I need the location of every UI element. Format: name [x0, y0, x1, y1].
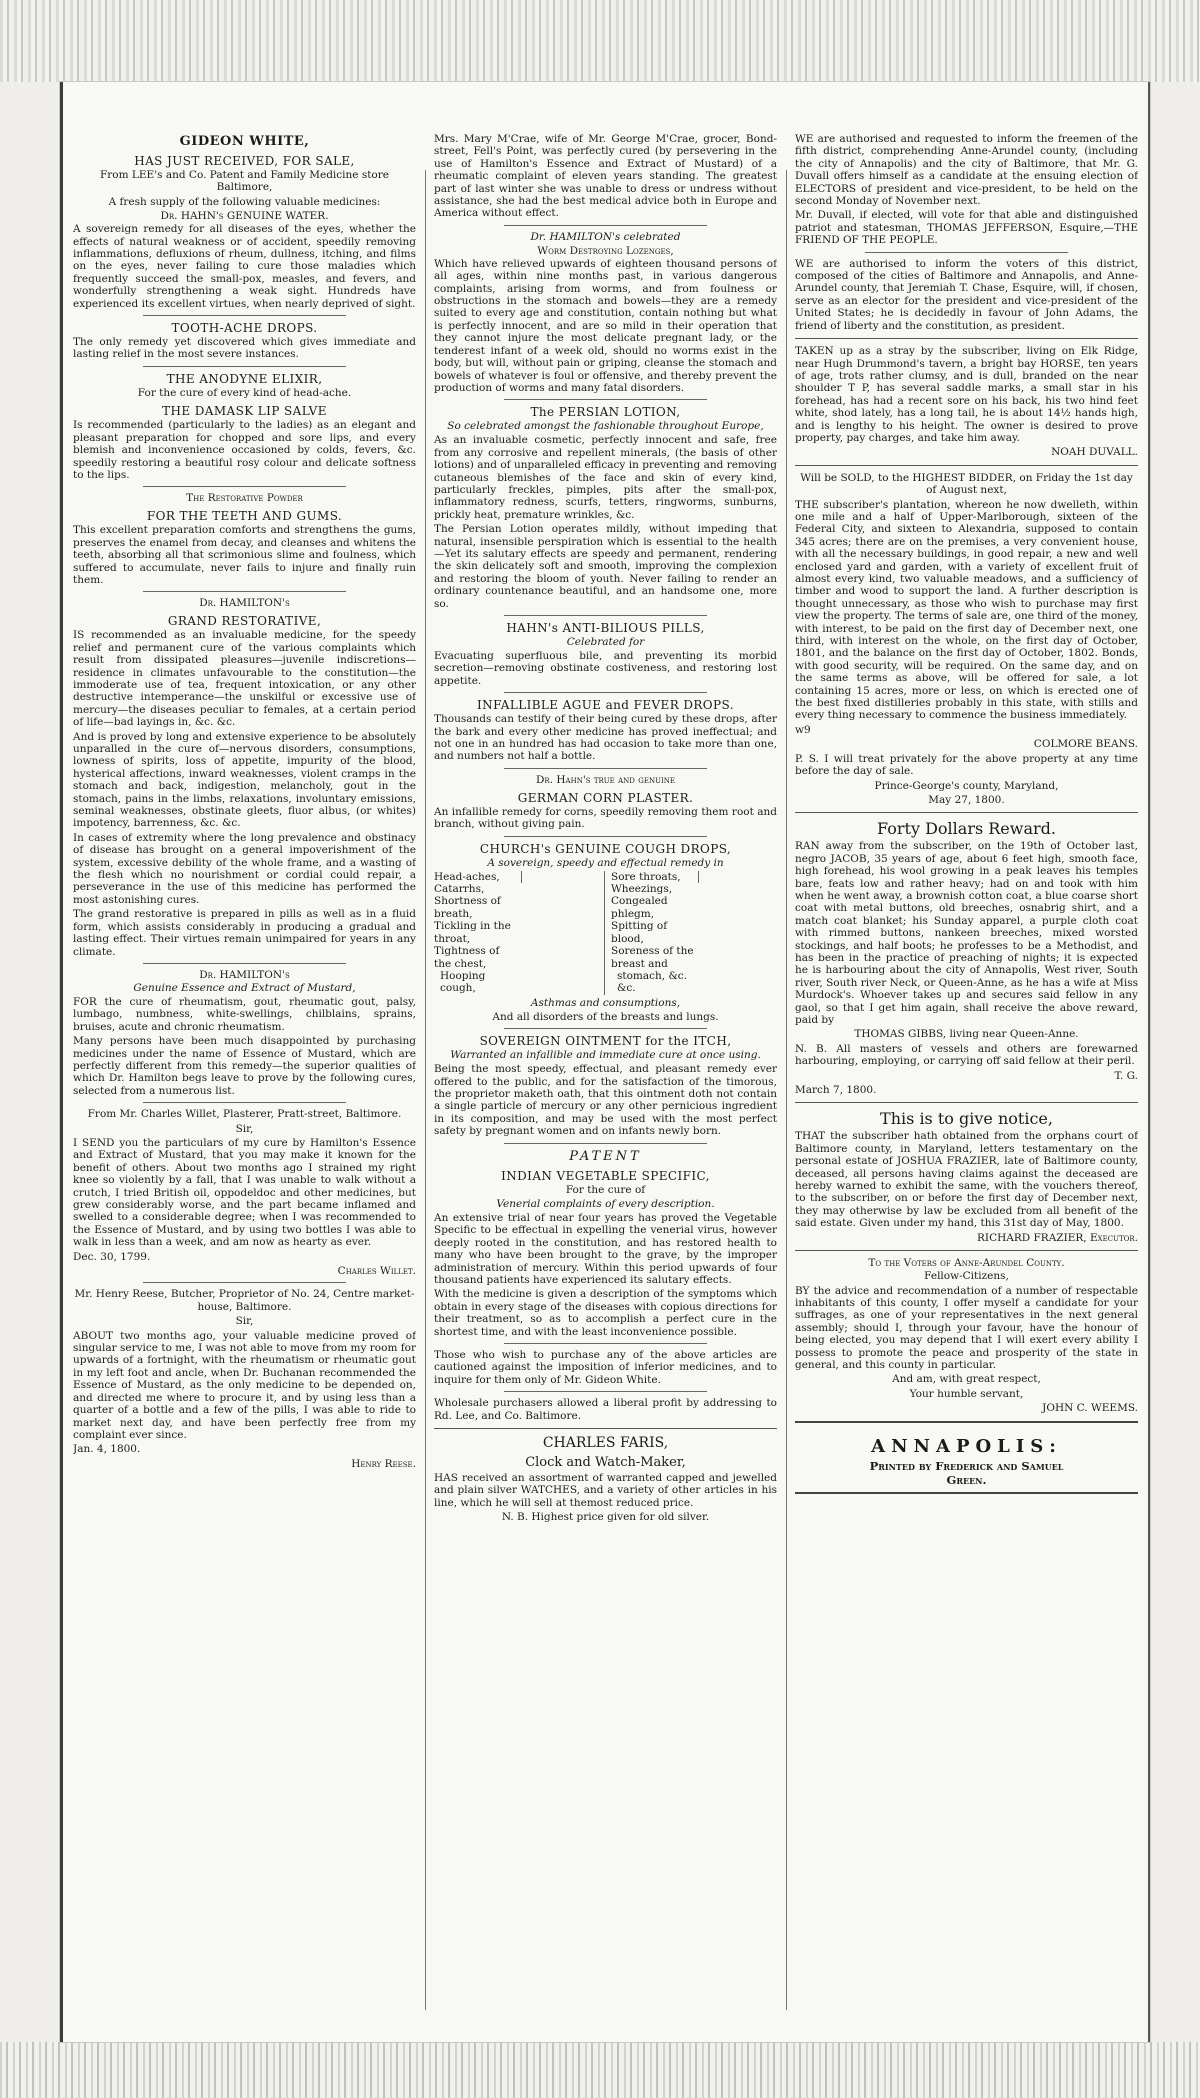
separator: [143, 486, 346, 487]
mustard-heading: Genuine Essence and Extract of Mustard,: [133, 981, 356, 994]
sale-w9: w9: [795, 723, 811, 736]
newspaper-sheet: [60, 82, 1150, 2042]
corn-heading: GERMAN CORN PLASTER.: [517, 790, 694, 805]
pills-body: Evacuating superfluous bile, and preventing its morbid secretion—removing obstinate costiveness, and restoring lost appetite.: [434, 650, 777, 687]
stray-horse-body: TAKEN up as a stray by the subscriber, living on Elk Ridge, near Hugh Drummond's tavern, a bright bay HORSE, ten years of age, trots rather clumsy, and is dull, branded on the near shoulder T P, has several saddle marks, a small star in his forehead, has had a recent sore on his back, his two hind feet white, shod lately, has a long tail, he is about 14½ hands high, and is lengthy to his height. The owner is desired to prove property, pay charges, and take him away.: [795, 345, 1138, 444]
ague-heading: INFALLIBLE AGUE and FEVER DROPS.: [477, 698, 734, 713]
notice-heading: This is to give notice,: [880, 1109, 1053, 1129]
torn-bottom-edge: [0, 2042, 1200, 2098]
separator: [434, 1428, 777, 1429]
separator: [143, 963, 346, 964]
separator: [504, 225, 707, 226]
separator: [504, 836, 707, 837]
voters-heading: To the Voters of Anne-Arundel County.: [868, 1257, 1065, 1270]
sale-ps: P. S. I will treat privately for the above property at any time before the day of sale.: [795, 752, 1138, 778]
reward-heading: Forty Dollars Reward.: [877, 819, 1056, 839]
column-2: [434, 130, 777, 2010]
vegetable-body-1: An extensive trial of near four years has proved the Vegetable Specific to be effectual in expelling the venerial virus, however deeply rooted in the constitution, and has restored health to many who have been brought to the grave, by the improper administration of mercury. Within this period upwards of four thousand patients have experienced its salutary effects.: [434, 1211, 777, 1286]
elector-duvall-body: WE are authorised and requested to inform the freemen of the fifth district, comprehending Anne-Arundel county, (including the city of Annapolis) and the city of Baltimore, that Mr. G. Duvall offers himself as a candidate at the ensuing election of ELECTORS of president and vice-president, to be held on the second Monday of November next.: [795, 133, 1138, 208]
persian-body-1: As an invaluable cosmetic, perfectly innocent and safe, free from any corrosive and repellent minerals, (the basis of other lotions) and of unparalleled efficacy in preventing and removing cutaneous blemishes of the face and skin of every kind, particularly freckles, pimples, pits after the small-pox, inflammatory redness, scurfs, tetters, ringworms, sunburns, prickly heat, premature wrinkles, &c.: [434, 434, 777, 521]
separator: [504, 692, 707, 693]
separator: [865, 252, 1068, 253]
separator: [795, 1102, 1138, 1103]
mustard-body-1: FOR the cure of rheumatism, gout, rheumatic gout, palsy, lumbago, numbness, white-swellings, chilblains, sprains, bruises, acute and chronic rheumatism.: [73, 995, 416, 1033]
vegetable-heading: INDIAN VEGETABLE SPECIFIC,: [501, 1168, 710, 1183]
sale-signature: COLMORE BEANS.: [1033, 738, 1138, 751]
reese-body: ABOUT two months ago, your valuable medicine proved of singular service to me, I was not able to move from my room for upwards of a fortnight, with the rheumatism or rheumatic gout in my left foot and ancle, when Dr. Buchanan recommended the Essence of Mustard, as the only medicine to be depended on, and directed me where to procure it, and by using less than a quarter of a bottle and a few of the pills, I was able to ride to market next day, and have been perfectly free from my complaint ever since.: [73, 1329, 416, 1441]
separator: [143, 366, 346, 367]
separator: [504, 768, 707, 769]
reese-salutation: Sir,: [235, 1315, 254, 1328]
columns: [73, 130, 1138, 2010]
willet-date: Dec. 30, 1799.: [73, 1250, 151, 1263]
grand-body-3: In cases of extremity where the long prevalence and obstinacy of disease has brought on a general impoverishment of the system, excessive debility of the whole frame, and a wasting of the flesh which no nourishment or cordial could repair, a perseverance in the use of this medicine has performed the most astonishing cures.: [73, 831, 416, 906]
list-item: Tightness of the chest,: [434, 945, 500, 970]
corn-pre: Dr. Hahn's true and genuine: [536, 773, 675, 786]
gideon-subheading: HAS JUST RECEIVED, FOR SALE,: [134, 154, 355, 168]
gideon-heading: GIDEON WHITE,: [179, 134, 310, 149]
separator: [795, 1250, 1138, 1251]
persian-body-2: The Persian Lotion operates mildly, without impeding that natural, insensible perspiration which is essential to the health—Yet its salutary effects are speedy and permanent, rendering the skin delicately soft and smooth, improving the complexion and restoring the bloom of youth. Never failing to render an ordinary countenance beautiful, and an handsome one, more so.: [434, 523, 777, 610]
list-item: Congealed phlegm,: [611, 895, 668, 920]
water-heading: Dr. HAHN's GENUINE WATER.: [160, 210, 329, 223]
list-item: Spitting of blood,: [611, 920, 668, 945]
separator: [795, 812, 1138, 813]
column-3: [795, 130, 1138, 2010]
faris-nb: N. B. Highest price given for old silver.: [501, 1511, 710, 1524]
sale-heading: Will be SOLD, to the HIGHEST BIDDER, on Friday the 1st day of August next,: [800, 471, 1133, 497]
mustard-body-2: Many persons have been much disappointed by purchasing medicines under the name of Essence of Mustard, which are perfectly different from this remedy—the superior qualities of which Dr. Hamilton begs leave to prove by the following cures, selected from a numerous list.: [73, 1035, 416, 1097]
voters-salutation: Fellow-Citizens,: [924, 1270, 1009, 1283]
tooth-heading: TOOTH-ACHE DROPS.: [171, 321, 318, 336]
notice-body: THAT the subscriber hath obtained from the orphans court of Baltimore county, in Maryland, letters testamentary on the personal estate of JOSHUA FRAZIER, late of Baltimore county, deceased, all persons having claims against the deceased are hereby warned to exhibit the same, with the vouchers thereof, to the subscriber, on or before the first day of December next, they may otherwise by law be excluded from all benefit of the said estate. Given under my hand, this 31st day of May, 1800.: [795, 1130, 1138, 1230]
reward-nb: N. B. All masters of vessels and others are forewarned harbouring, employing, or carrying off said fellow at their peril.: [795, 1042, 1138, 1068]
faris-subheading: Clock and Watch-Maker,: [525, 1455, 686, 1471]
worm-body: Which have relieved upwards of eighteen thousand persons of all ages, within nine months past, in various dangerous complaints, arising from worms, and from foulness or obstructions in the stomach and bowels—they are a remedy suited to every age and constitution, contain nothing but what is perfectly innocent, and are so mild in their operation that they cannot injure the most delicate pregnant lady, or the tenderest infant of a week old, should no worms exist in the body, but will, without pain or griping, cleanse the stomach and bowels of whatever is foul or offensive, and thereby prevent the production of worms and many fatal disorders.: [434, 257, 777, 394]
elector-duvall-vote: Mr. Duvall, if elected, will vote for that able and distinguished patriot and statesman, THOMAS JEFFERSON, Esquire,—THE FRIEND OF THE PEOPLE.: [795, 209, 1138, 247]
cough-ailments-right: [605, 871, 777, 995]
powder-pre: The Restorative Powder: [186, 492, 303, 505]
mccrae-body: Mrs. Mary M'Crae, wife of Mr. George M'Crae, grocer, Bond-street, Fell's Point, was perfectly cured (by persevering in the use of Hamilton's Essence and Extract of Mustard) of a rheumatic complaint of eleven years standing. The greatest part of last winter she was unable to dress or undress without assistance, she had the best medical advice both in Europe and America without effect.: [434, 133, 777, 220]
reese-heading: Mr. Henry Reese, Butcher, Proprietor of No. 24, Centre market-house, Baltimore.: [74, 1288, 415, 1313]
separator: [504, 1143, 707, 1144]
persian-subheading: So celebrated amongst the fashionable throughout Europe,: [447, 420, 764, 433]
lip-heading: THE DAMASK LIP SALVE: [162, 404, 327, 419]
list-item: Wheezings,: [611, 883, 673, 896]
sale-place: Prince-George's county, Maryland,: [874, 779, 1059, 792]
willet-signature: Charles Willet.: [337, 1265, 416, 1278]
gideon-from: From LEE's and Co. Patent and Family Medicine store Baltimore,: [100, 169, 389, 194]
anodyne-heading: THE ANODYNE ELIXIR,: [166, 371, 323, 386]
cough-ailments-list: [434, 871, 777, 995]
separator: [504, 1343, 707, 1344]
itch-subheading: Warranted an infallible and immediate cure at once using.: [450, 1049, 761, 1062]
stray-signature: NOAH DUVALL.: [1051, 446, 1138, 459]
list-item: Shortness of breath,: [434, 895, 501, 920]
persian-heading: The PERSIAN LOTION,: [530, 405, 681, 420]
separator: [504, 1028, 707, 1029]
powder-body: This excellent preparation comforts and strengthens the gums, preserves the enamel from decay, and cleanses and whitens the teeth, absorbing all that scrimonious slime and foulness, which suffered to accumulate, never fails to injure and finally ruin them.: [73, 524, 416, 586]
grand-body-1: IS recommended as an invaluable medicine, for the speedy relief and permanent cure of the various complaints which result from dissipated pleasures—juvenile indiscretions—residence in climates unfavourable to the constitution—the immoderate use of tea, frequent intoxication, or any other destructive intemperance—the unskilful or excessive use of mercury—the diseases peculiar to females, at a certain period of life—bad layings in, &c. &c.: [73, 629, 416, 729]
voters-signature: JOHN C. WEEMS.: [1042, 1402, 1138, 1415]
sale-date: May 27, 1800.: [928, 793, 1005, 806]
willet-salutation: Sir,: [235, 1122, 254, 1135]
separator: [143, 315, 346, 316]
wholesale-body: Wholesale purchasers allowed a liberal profit by addressing to Rd. Lee, and Co. Baltimore.: [434, 1397, 777, 1422]
cough-asthma: Asthmas and consumptions,: [530, 996, 681, 1009]
imprint-printer: Printed by Frederick and Samuel: [869, 1458, 1064, 1473]
grand-body-2: And is proved by long and extensive experience to be absolutely unparalled in the cure of—nervous disorders, consumptions, lowness of spirits, loss of appetite, impurity of the blood, hysterical affections, inward weaknesses, violent cramps in the stomach and back, indigestion, melancholy, gout in the stomach, pains in the limbs, relaxations, involuntary emissions, seminal weaknesses, obstinate gleets, fluor albus, (or whites) impotency, barrenness, &c. &c.: [73, 730, 416, 830]
imprint: [795, 1421, 1138, 1494]
lip-body: Is recommended (particularly to the ladies) as an elegant and pleasant preparation for chopped and sore lips, and every blemish and inconvenience occasioned by colds, fevers, &c. speedily restoring a beautiful rosy colour and delicate softness to the lips.: [73, 419, 416, 481]
separator: [504, 1391, 707, 1392]
grand-body-4: The grand restorative is prepared in pills as well as in a fluid form, which assists considerably in producing a gradual and lasting effect. Their virtues remain unimpaired for years in any climate.: [73, 908, 416, 958]
column-1: [73, 130, 416, 2010]
corn-body: An infallible remedy for corns, speedily removing them root and branch, without giving pain.: [434, 805, 777, 831]
separator: [795, 465, 1138, 466]
reward-date: March 7, 1800.: [795, 1084, 877, 1097]
vegetable-subheading-2: Venerial complaints of every description.: [496, 1197, 715, 1210]
anodyne-body: For the cure of every kind of head-ache.: [137, 386, 352, 399]
elector-chase-body: WE are authorised to inform the voters of this district, composed of the cities of Baltimore and Annapolis, and Anne-Arundel county, that Jeremiah T. Chase, Esquire, will, if chosen, serve as an elector for the president and vice-president of the United States; he is decidedly in favour of John Adams, the friend of liberty and the constitution, as president.: [795, 257, 1138, 332]
cough-ailments-left: [434, 871, 605, 995]
separator: [795, 338, 1138, 339]
pills-heading: HAHN's ANTI-BILIOUS PILLS,: [506, 621, 705, 635]
list-item: Hooping cough,: [440, 969, 486, 995]
voters-closing-2: Your humble servant,: [909, 1387, 1024, 1400]
grand-heading: GRAND RESTORATIVE,: [167, 614, 322, 629]
separator: [143, 1102, 346, 1103]
pills-subheading: Celebrated for: [566, 636, 645, 648]
separator: [504, 399, 707, 400]
tooth-body: The only remedy yet discovered which gives immediate and lasting relief in the most severe instances.: [73, 336, 416, 361]
gideon-intro: A fresh supply of the following valuable medicines:: [108, 195, 381, 208]
vegetable-subheading: For the cure of: [565, 1183, 646, 1196]
reward-body: RAN away from the subscriber, on the 19th of October last, negro JACOB, 35 years of age, about 6 feet high, smooth face, high forehead, his wool growing in a peak leaves his temples bare, feats low and rather heavy; had on and took with him when he went away, a brownish cotton coat, a blue coarse short coat with metal buttons, old breeches, osnabrig shirt, and a match coat blanket; his Sunday apparel, a purple cloth coat with rimmed buttons, nankeen breeches, mixed worsted stockings, and half boots; he professes to be a Methodist, and has been in the practice of preaching of nights; it is expected he is harbouring about the city of Annapolis, West river, South river, South river Neck, or Queen-Anne, as he has a wife at Miss Murdock's. Whoever takes up and secures said fellow in any gaol, so that I get him again, shall receive the above reward, paid by: [795, 840, 1138, 1026]
notice-signature: RICHARD FRAZIER, Executor.: [977, 1231, 1138, 1244]
list-item: Soreness of the breast and: [611, 945, 694, 970]
willet-heading: From Mr. Charles Willet, Plasterer, Pratt-street, Baltimore.: [87, 1108, 402, 1121]
list-item: Catarrhs,: [434, 883, 485, 896]
list-item: Head-aches,: [434, 871, 522, 883]
separator: [504, 615, 707, 616]
voters-closing-1: And am, with great respect,: [892, 1373, 1041, 1386]
torn-top-edge: [0, 0, 1200, 82]
reward-signature: THOMAS GIBBS, living near Queen-Anne.: [854, 1028, 1079, 1041]
ague-body: Thousands can testify of their being cured by these drops, after the bark and every other medicine has proved ineffectual; and not one in an hundred has had occasion to take more than one, and numbers not half a bottle.: [434, 713, 777, 763]
separator: [143, 1282, 346, 1283]
imprint-printer-name: Green.: [946, 1472, 987, 1487]
grand-pre: Dr. HAMILTON's: [199, 597, 290, 610]
mustard-pre: Dr. HAMILTON's: [199, 968, 290, 981]
worm-heading: Worm Destroying Lozenges,: [537, 244, 674, 257]
reward-initials: T. G.: [1114, 1069, 1138, 1082]
list-item: Tickling in the throat,: [434, 920, 511, 945]
caution-body: Those who wish to purchase any of the above articles are cautioned against the imposition of inferior medicines, and to inquire for them only of Mr. Gideon White.: [434, 1349, 777, 1386]
sale-body: THE subscriber's plantation, whereon he now dwelleth, within one mile and a half of Upper-Marlborough, sixteen of the Federal City, and sixteen to Alexandria, supposed to contain 345 acres; there are on the premises, a very convenient house, with all the necessary buildings, in good repair, a new and well enclosed yard and garden, with a variety of excellent fruit of almost every kind, two valuable meadows, and a sufficiency of timber and wood to support the land. A further description is thought unnecessary, as those who wish to purchase may first view the property. The terms of sale are, one third of the money, with interest, to be paid on the first day of December next, one third, with interest on the whole, on the first day of October, 1801, and the balance on the first day of October, 1802. Bonds, with good security, will be required. On the same day, and on the same terms as above, will be offered for sale, a lot containing 15 acres, more or less, on which is erected one of the best fixed distilleries probably in this state, with stills and every thing necessary to commence the business immediately.: [795, 498, 1138, 722]
cough-end: And all disorders of the breasts and lungs.: [492, 1010, 719, 1023]
vegetable-body-2: With the medicine is given a description of the symptoms which obtain in every stage of the diseases with copious directions for their treatment, so as to accomplish a perfect cure in the shortest time, and with the least inconvenience possible.: [434, 1288, 777, 1338]
voters-body: BY the advice and recommendation of a number of respectable inhabitants of this county, I offer myself a candidate for your suffrages, as one of your representatives in the next general assembly; should I, through your favour, have the honour of being elected, you may depend that I will exert every ability I possess to promote the peace and prosperity of the state in general, and this county in particular.: [795, 1284, 1138, 1371]
water-body: A sovereign remedy for all diseases of the eyes, whether the effects of natural weakness or of accident, speedily removing inflammations, defluxions of rheum, dullness, itching, and films on the eyes, never failing to cure those maladies which frequently succeed the small-pox, measles, and fevers, and wonderfully strengthening a weak sight. Hundreds have experienced its excellent virtues, when nearly deprived of sight.: [73, 223, 416, 310]
column-rule: [425, 170, 426, 2010]
willet-body: I SEND you the particulars of my cure by Hamilton's Essence and Extract of Mustard, that you may make it known for the benefit of others. About two months ago I strained my right knee so violently by a fall, that I was unable to walk without a crutch, I tried British oil, oppodeldoc and other medicines, but grew considerably worse, and the part became inflamed and swelled to a considerable degree; when I was recommended to the Essence of Mustard, and by using two bottles I was able to walk in less than a week, and am now as hearty as ever.: [73, 1136, 416, 1249]
cough-subheading: A sovereign, speedy and effectual remedy in: [487, 856, 724, 869]
reese-date: Jan. 4, 1800.: [73, 1443, 141, 1456]
itch-body: Being the most speedy, effectual, and pleasant remedy ever offered to the public, and for the satisfaction of the timorous, the proprietor maketh oath, that this ointment doth not contain a single particle of mercury or any other pernicious ingredient in its composition, and may be used with the most perfect safety by pregnant women and on infants newly born.: [434, 1063, 777, 1138]
column-rule: [786, 170, 787, 2010]
imprint-city: ANNAPOLIS:: [871, 1435, 1062, 1457]
cough-heading: CHURCH's GENUINE COUGH DROPS,: [479, 841, 732, 856]
itch-heading: SOVEREIGN OINTMENT for the ITCH,: [479, 1034, 732, 1049]
worm-pre: Dr. HAMILTON's celebrated: [530, 230, 681, 243]
powder-heading: FOR THE TEETH AND GUMS.: [146, 509, 343, 524]
reese-signature: Henry Reese.: [351, 1457, 416, 1470]
faris-heading: CHARLES FARIS,: [542, 1435, 669, 1452]
separator: [143, 591, 346, 592]
list-item: Sore throats,: [611, 871, 699, 883]
faris-body: HAS received an assortment of warranted capped and jewelled and plain silver WATCHES, and a variety of other articles in his line, which he will sell at themost reduced price.: [434, 1472, 777, 1509]
list-item: stomach, &c. &c.: [617, 969, 688, 995]
patent-heading: PATENT: [569, 1148, 642, 1164]
